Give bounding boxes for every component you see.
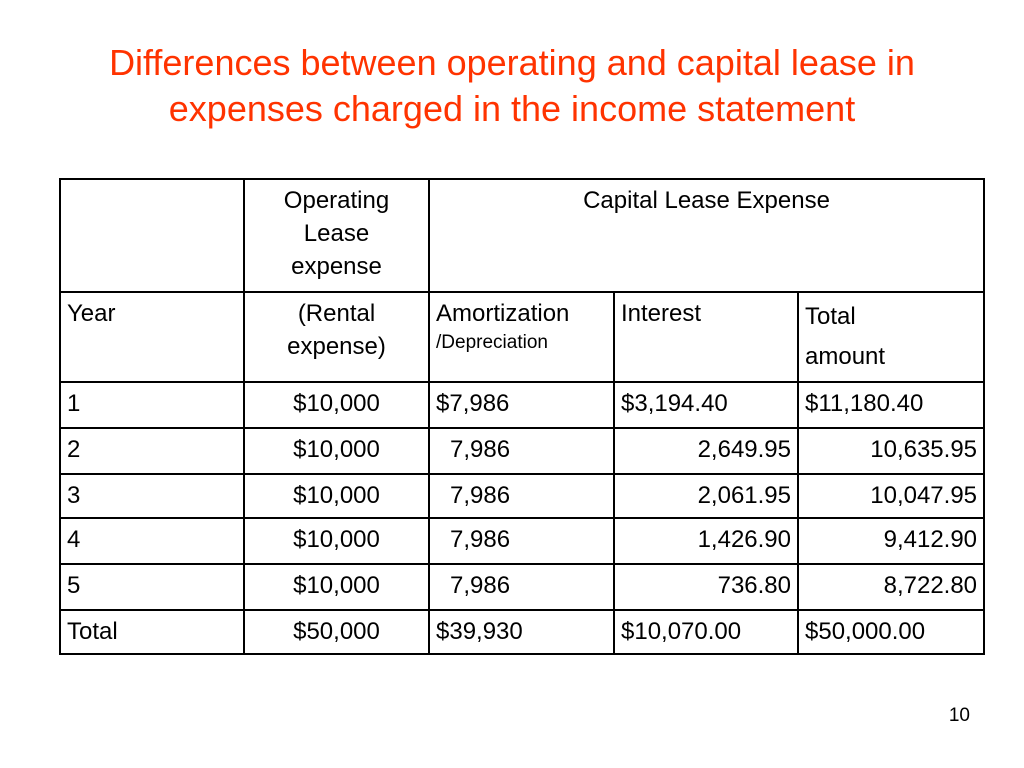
- table-row: [60, 564, 984, 610]
- operating-cell: $10,000: [244, 564, 429, 610]
- depreciation-subheader: /Depreciation: [436, 332, 548, 353]
- year-cell: Total: [60, 610, 244, 654]
- table-row-total: [60, 610, 984, 654]
- table-row: [60, 428, 984, 474]
- empty-corner-cell: [60, 179, 244, 292]
- year-cell: 1: [60, 382, 244, 428]
- slide-title-line-1: Differences between operating and capital lease in: [109, 42, 915, 83]
- amortization-header: Amortization /Depreciation: [429, 292, 614, 382]
- amortization-cell: $39,930: [429, 610, 614, 654]
- interest-cell: 736.80: [614, 564, 798, 610]
- year-cell: 4: [60, 518, 244, 564]
- year-cell: 5: [60, 564, 244, 610]
- lease-comparison-table: [59, 178, 985, 655]
- total-cell: 9,412.90: [798, 518, 984, 564]
- year-cell: 2: [60, 428, 244, 474]
- operating-cell: $10,000: [244, 474, 429, 518]
- header-row-2: [60, 292, 984, 382]
- amortization-cell: 7,986: [429, 564, 614, 610]
- total-cell: $11,180.40: [798, 382, 984, 428]
- header-row-1: [60, 179, 984, 292]
- amortization-cell: 7,986: [429, 518, 614, 564]
- interest-cell: 1,426.90: [614, 518, 798, 564]
- interest-header: Interest: [614, 292, 798, 382]
- table-row: [60, 382, 984, 428]
- total-cell: 8,722.80: [798, 564, 984, 610]
- amortization-cell: 7,986: [429, 428, 614, 474]
- page-number: 10: [948, 705, 970, 726]
- total-amount-header: Total amount: [798, 292, 984, 382]
- amortization-cell: 7,986: [429, 474, 614, 518]
- interest-cell: $10,070.00: [614, 610, 798, 654]
- interest-cell: $3,194.40: [614, 382, 798, 428]
- table-row: [60, 518, 984, 564]
- year-cell: 3: [60, 474, 244, 518]
- interest-cell: 2,061.95: [614, 474, 798, 518]
- operating-cell: $50,000: [244, 610, 429, 654]
- rental-expense-header: (Rental expense): [244, 292, 429, 382]
- operating-lease-expense-header: Operating Lease expense: [244, 179, 429, 292]
- year-header: Year: [60, 292, 244, 382]
- slide-title: [0, 40, 1024, 132]
- amortization-cell: $7,986: [429, 382, 614, 428]
- slide-title-line-2: expenses charged in the income statement: [168, 88, 856, 129]
- operating-cell: $10,000: [244, 428, 429, 474]
- total-cell: $50,000.00: [798, 610, 984, 654]
- table-row: [60, 474, 984, 518]
- capital-lease-expense-header: Capital Lease Expense: [429, 179, 984, 292]
- operating-cell: $10,000: [244, 518, 429, 564]
- operating-cell: $10,000: [244, 382, 429, 428]
- interest-cell: 2,649.95: [614, 428, 798, 474]
- total-cell: 10,047.95: [798, 474, 984, 518]
- total-cell: 10,635.95: [798, 428, 984, 474]
